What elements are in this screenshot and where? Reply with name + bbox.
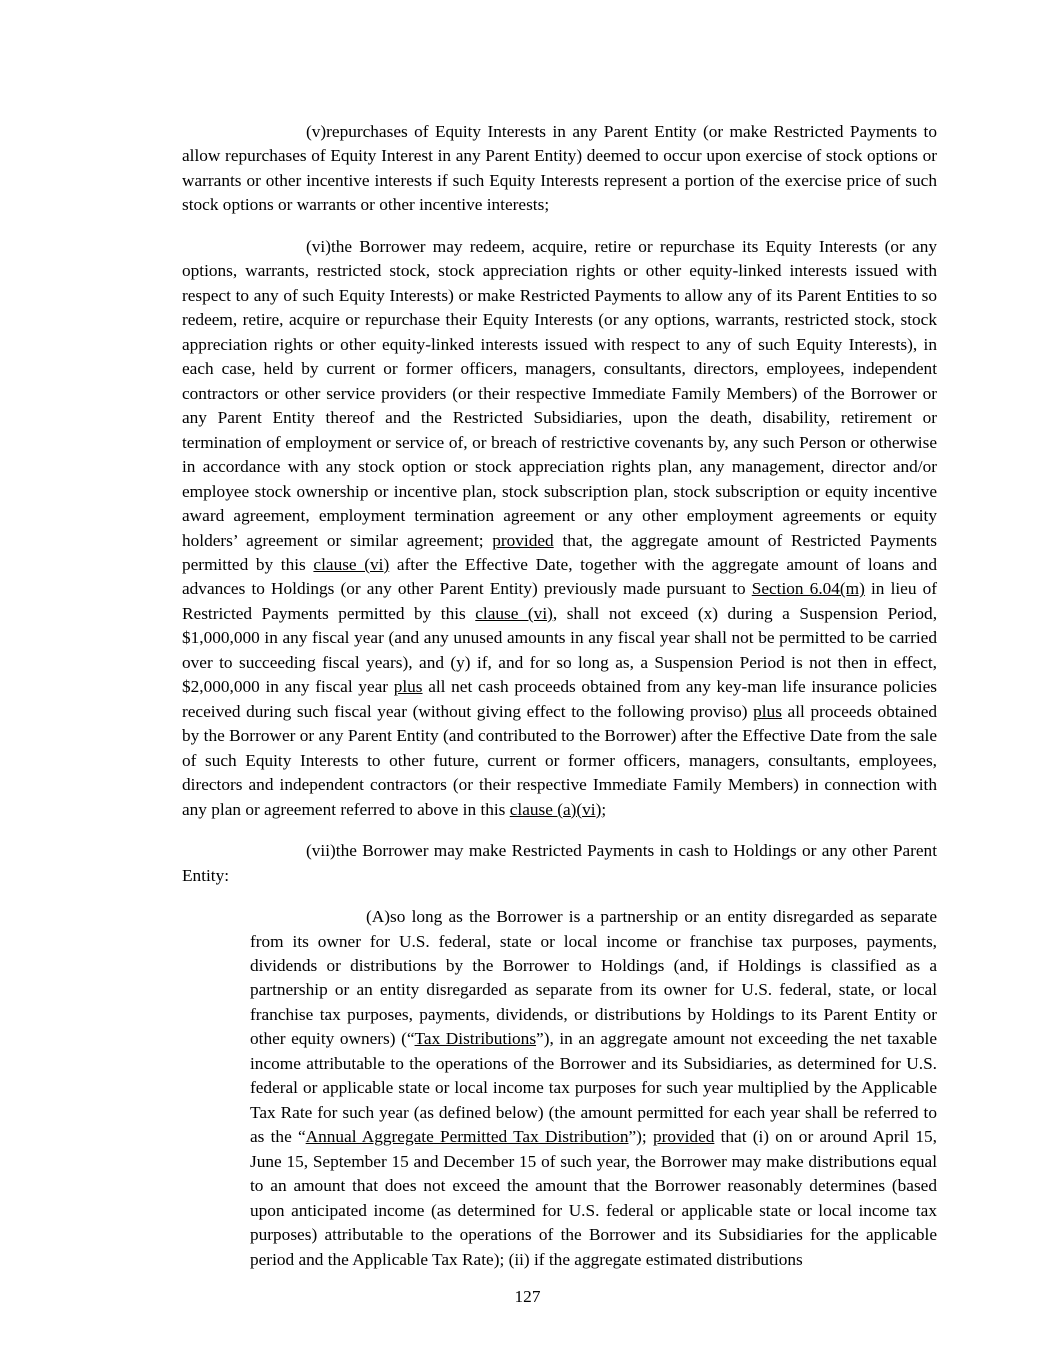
- paragraph-clause-vi: [182, 235, 937, 822]
- text-run: that (i) on or around April 15, June 15, September 15 and December 15 of such year, the Borrower may make distributions equal to an amount that does not exceed the amount that the Borrower reasonably determines (based upon anticipated income (as determined for U.S. federal or applicable state or local income tax purposes) attributable to the operations of the Borrower and its Subsidiaries for the applicable period and the Applicable Tax Rate); (ii) if the aggregate estimated distributions: [250, 1127, 937, 1269]
- defined-term: clause (a)(vi): [509, 799, 602, 819]
- document-body: [182, 120, 937, 1272]
- text-run: so long as the Borrower is a partnership or an entity disregarded as separate from its owner for U.S. federal, state or local income or franchise tax purposes, payments, dividends or distributions by the Borrower to Holdings (and, if Holdings is classified as a partnership or an entity disregarded as separate from its owner for U.S. federal, state, or local franchise tax purposes, payments, dividends, or distributions by Holdings to its Parent Entity or other equity owners) (“: [250, 907, 937, 1049]
- text-run: in lieu of Restricted Payments permitted by this: [182, 579, 937, 623]
- text-run: the Borrower may make Restricted Payments in cash to Holdings or any other Parent Entity:: [182, 841, 937, 885]
- defined-term: provided: [492, 530, 554, 550]
- defined-term: Tax Distributions: [414, 1029, 537, 1049]
- defined-term: clause (vi): [313, 554, 390, 574]
- defined-term: Annual Aggregate Permitted Tax Distribution: [305, 1127, 629, 1147]
- text-run: after the Effective Date, together with the aggregate amount of loans and advances to Holdings (or any other Parent Entity) previously made pursuant to: [182, 554, 937, 599]
- defined-term: plus: [753, 701, 782, 721]
- paragraph-clause-vii-A: [250, 905, 937, 1272]
- clause-label: (A): [366, 907, 390, 927]
- text-run: the Borrower may redeem, acquire, retire or repurchase its Equity Interests (or any options, warrants, restricted stock, stock appreciation rights or other equity-linked interests issued with respect to any of such Equity Interests) or make Restricted Payments to allow any of its Parent Entities to so redeem, retire, acquire or repurchase their Equity Interests (or any options, warrants, restricted stock, stock appreciation rights or other equity-linked interests issued with respect to any of such Equity Interests), in each case, held by current or former officers, managers, consultants, directors, employees, independent contractors or other service providers (or their respective Immediate Family Members) of the Borrower or any Parent Entity thereof and the Restricted Subsidiaries, upon the death, disability, retirement or termination of employment or service of, or breach of restrictive covenants by, any such Person or otherwise in accordance with any stock option or stock appreciation rights plan, any management, director and/or employee stock ownership or incentive plan, stock subscription plan, stock subscription or equity incentive award agreement, employment termination agreement or any other employment agreements or equity holders’ agreement or similar agreement;: [182, 236, 937, 550]
- text-run: that, the aggregate amount of Restricted Payments permitted by this: [182, 530, 937, 574]
- text-run: repurchases of Equity Interests in any Parent Entity (or make Restricted Payments to allow repurchases of Equity Interest in any Parent Entity) deemed to occur upon exercise of stock options or warrants or other incentive interests if such Equity Interests represent a portion of the exercise price of such stock options or warrants or other incentive interests;: [182, 122, 937, 215]
- text-run: ”);: [628, 1127, 653, 1147]
- text-run: all proceeds obtained by the Borrower or any Parent Entity (and contributed to the Borrower) after the Effective Date from the sale of such Equity Interests to other future, current or former officers, managers, consultants, employees, directors and independent contractors (or their respective Immediate Family Members) in connection with any plan or agreement referred to above in this: [182, 701, 937, 819]
- text-run: ”), in an aggregate amount not exceeding the net taxable income attributable to the operations of the Borrower and its Subsidiaries, as determined for U.S. federal or applicable state or local income tax purposes for such year multiplied by the Applicable Tax Rate for such year (as defined below) (the amount permitted for each year shall be referred to as the “: [250, 1029, 938, 1147]
- text-run: all net cash proceeds obtained from any key-man life insurance policies received during such fiscal year (without giving effect to the following proviso): [182, 677, 938, 721]
- paragraph-clause-vii: [182, 839, 937, 888]
- defined-term: clause (vi): [475, 603, 553, 623]
- clause-label: (v): [306, 122, 327, 141]
- defined-term: plus: [393, 677, 423, 697]
- text-run: ;: [601, 799, 607, 819]
- defined-term: provided: [652, 1127, 715, 1147]
- clause-label: (vi): [306, 236, 331, 256]
- page-number: 127: [514, 1287, 541, 1306]
- paragraph-clause-v: [182, 120, 937, 218]
- clause-label: (vii): [306, 841, 336, 861]
- defined-term: Section 6.04(m): [751, 579, 865, 599]
- text-run: , shall not exceed (x) during a Suspension Period, $1,000,000 in any fiscal year (and any unused amounts in any fiscal year shall not be permitted to be carried over to succeeding fiscal years), and (y) if, and for so long as, a Suspension Period is not then in effect, $2,000,000 in any fiscal year: [182, 603, 938, 697]
